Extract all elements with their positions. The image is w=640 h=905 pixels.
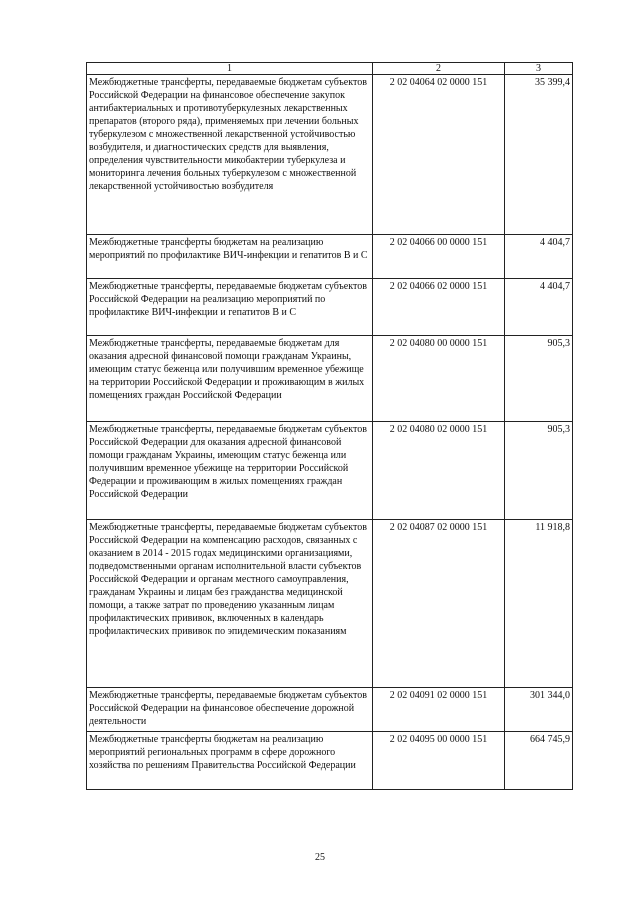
row-code: 2 02 04064 02 0000 151 bbox=[373, 75, 505, 235]
row-amount: 35 399,4 bbox=[505, 75, 573, 235]
row-description: Межбюджетные трансферты, передаваемые бюджетам для оказания адресной финансовой помощи гражданам Украины, имеющим статус беженца или получившим временное убежище на территории Российской Федерации и проживающим в жилых помещениях граждан Российской Федерации bbox=[87, 336, 373, 422]
column-header-1: 1 bbox=[87, 63, 373, 75]
table-row bbox=[87, 279, 573, 336]
row-amount: 4 404,7 bbox=[505, 235, 573, 279]
row-amount: 664 745,9 bbox=[505, 732, 573, 790]
row-description: Межбюджетные трансферты бюджетам на реализацию мероприятий региональных программ в сфере дорожного хозяйства по решениям Правительства Российской Федерации bbox=[87, 732, 373, 790]
row-code: 2 02 04066 00 0000 151 bbox=[373, 235, 505, 279]
row-code: 2 02 04091 02 0000 151 bbox=[373, 688, 505, 732]
row-code: 2 02 04080 02 0000 151 bbox=[373, 422, 505, 520]
header-row bbox=[87, 63, 573, 75]
row-code: 2 02 04080 00 0000 151 bbox=[373, 336, 505, 422]
row-code: 2 02 04087 02 0000 151 bbox=[373, 520, 505, 688]
page-number: 25 bbox=[315, 852, 325, 863]
row-amount: 4 404,7 bbox=[505, 279, 573, 336]
row-description: Межбюджетные трансферты, передаваемые бюджетам субъектов Российской Федерации на финансовое обеспечение дорожной деятельности bbox=[87, 688, 373, 732]
row-description: Межбюджетные трансферты, передаваемые бюджетам субъектов Российской Федерации для оказания адресной финансовой помощи гражданам Украины, имеющим статус беженца или получившим временное убежище на территории Российской Федерации и проживающим в жилых помещениях граждан Российской Федерации bbox=[87, 422, 373, 520]
table-row bbox=[87, 520, 573, 688]
row-description: Межбюджетные трансферты, передаваемые бюджетам субъектов Российской Федерации на компенсацию расходов, связанных с оказанием в 2014 - 2015 годах медицинскими организациями, подведомственными органам исполнительной власти субъектов Российской Федерации и органам местного самоуправления, гражданам Украины и лицам без гражданства медицинской помощи, а также затрат по проведению указанным лицам профилактических прививок, включенных в календарь профилактических прививок по эпидемическим показаниям bbox=[87, 520, 373, 688]
row-amount: 301 344,0 bbox=[505, 688, 573, 732]
row-description: Межбюджетные трансферты, передаваемые бюджетам субъектов Российской Федерации на финансовое обеспечение закупок антибактериальных и противотуберкулезных лекарственных препаратов (второго ряда), применяемых при лечении больных туберкулезом с множественной лекарственной устойчивостью возбудителя, и диагностических средств для выявления, определения чувствительности микобактерии туберкулеза и мониторинга лечения больных туберкулезом с множественной лекарственной устойчивостью возбудителя bbox=[87, 75, 373, 235]
row-code: 2 02 04095 00 0000 151 bbox=[373, 732, 505, 790]
table-row bbox=[87, 235, 573, 279]
table-row bbox=[87, 688, 573, 732]
table-row bbox=[87, 336, 573, 422]
row-description: Межбюджетные трансферты бюджетам на реализацию мероприятий по профилактике ВИЧ-инфекции и гепатитов В и С bbox=[87, 235, 373, 279]
row-amount: 905,3 bbox=[505, 336, 573, 422]
row-code: 2 02 04066 02 0000 151 bbox=[373, 279, 505, 336]
row-amount: 905,3 bbox=[505, 422, 573, 520]
budget-table bbox=[86, 62, 573, 790]
column-header-3: 3 bbox=[505, 63, 573, 75]
table-row bbox=[87, 422, 573, 520]
row-amount: 11 918,8 bbox=[505, 520, 573, 688]
column-header-2: 2 bbox=[373, 63, 505, 75]
row-description: Межбюджетные трансферты, передаваемые бюджетам субъектов Российской Федерации на реализацию мероприятий по профилактике ВИЧ-инфекции и гепатитов В и С bbox=[87, 279, 373, 336]
table-row bbox=[87, 732, 573, 790]
table-row bbox=[87, 75, 573, 235]
